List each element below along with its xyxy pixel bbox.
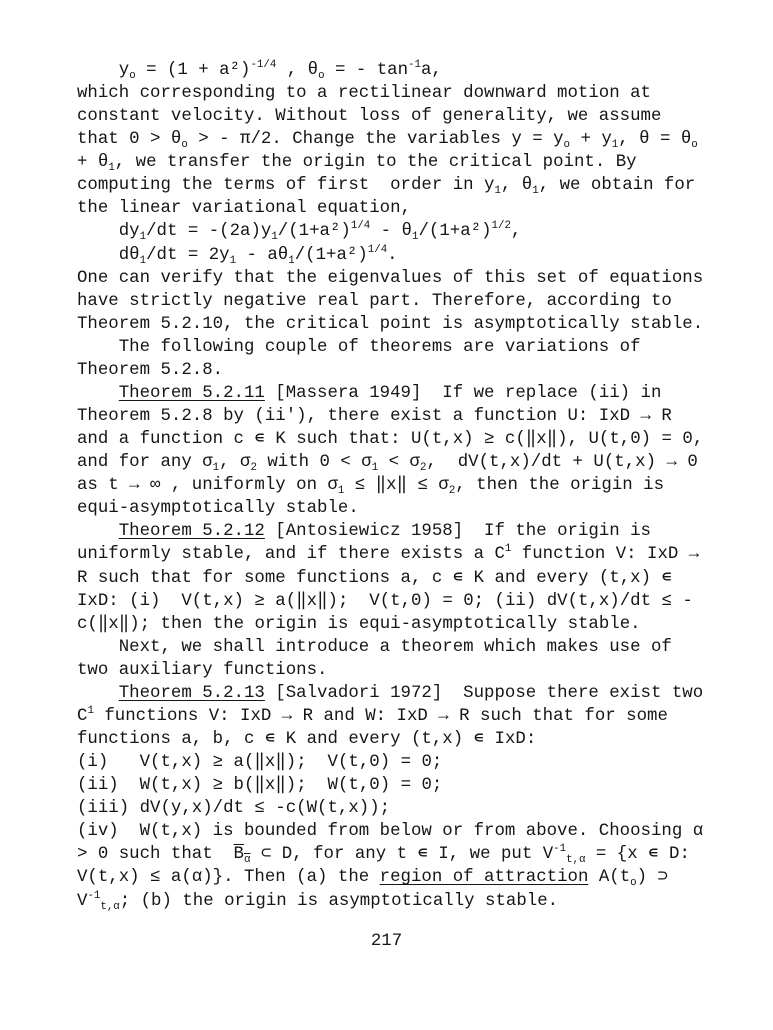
text-line: and a function c ∊ K such that: U(t,x) ≥ c(‖x‖), U(t,0) = 0, <box>77 430 704 450</box>
text-line: Theorem 5.2.8 by (ii'), there exist a function U: IxD → R <box>77 407 672 427</box>
text-line: Theorem 5.2.11 [Massera 1949] If we replace (ii) in <box>118 383 662 403</box>
text-line: Theorem 5.2.12 [Antosiewicz 1958] If the origin is <box>118 522 651 542</box>
text-line: computing the terms of first order in $y_1$, $\theta_1$, we obtain for <box>77 176 696 198</box>
text-line: + $\theta_1$, we transfer the origin to the critical point. By <box>77 153 637 175</box>
text-line: $y_o = (1 + a^2)^{-1/4}$ , $\theta_o$ = - $\tan^{-1}a$, <box>77 59 442 82</box>
text-line: equi-asymptotically stable. <box>77 499 359 519</box>
text-line: which corresponding to a rectilinear downward motion at <box>77 84 651 104</box>
text-line: two auxiliary functions. <box>77 660 328 680</box>
text-line: Next, we shall introduce a theorem which makes use of <box>77 637 672 657</box>
text-line: V(t,x) ≤ a(α)}. Then (a) the region of attraction $A(t_o)$ ⊃ <box>77 868 668 890</box>
text-line: as t → ∞ , uniformly on $\sigma_1$ ≤ ‖x‖ ≤ $\sigma_2$, then the origin is <box>77 476 665 498</box>
text-line: Theorem 5.2.8. <box>77 360 224 380</box>
text-line: uniformly stable, and if there exists a $C^1$ function V: IxD → <box>77 543 700 565</box>
text-line: (ii) W(t,x) ≥ b(‖x‖); W(t,0) = 0; <box>77 776 443 796</box>
text-line: One can verify that the eigenvalues of this set of equations <box>77 268 704 288</box>
text-line: functions a, b, c ∊ K and every (t,x) ∊ IxD: <box>77 730 537 750</box>
text-line: (iii) dV(y,x)/dt ≤ -c(W(t,x)); <box>77 799 391 819</box>
text-line: have strictly negative real part. Therefore, according to <box>77 291 672 311</box>
page-number: 217 <box>370 932 403 951</box>
text-line: (iv) W(t,x) is bounded from below or from above. Choosing α <box>77 822 704 842</box>
text-line: $C^1$ functions V: IxD → R and W: IxD → R such that for some <box>77 704 668 726</box>
text-line: c(‖x‖); then the origin is equi-asymptotically stable. <box>77 614 641 634</box>
text-line: constant velocity. Without loss of generality, we assume <box>77 107 662 127</box>
text-line: Theorem 5.2.13 [Salvadori 1972] Suppose there exist two <box>118 683 704 703</box>
text-line: IxD: (i) V(t,x) ≥ a(‖x‖); V(t,0) = 0; (ii) dV(t,x)/dt ≤ - <box>77 591 693 611</box>
text-line: $dy_1/dt = -(2a)y_1/(1+a^2)^{1/4} - \theta_1/(1+a^2)^{1/2}$, <box>77 220 522 244</box>
text-line: (i) V(t,x) ≥ a(‖x‖); V(t,0) = 0; <box>77 753 443 773</box>
text-line: the linear variational equation, <box>77 199 411 219</box>
text-line: > 0 such that $B_\alpha$ ⊂ D, for any t ∊ I, we put $V^{-1}_{t,\alpha} = \{x$ ∊ D: <box>77 843 690 867</box>
text-line: R such that for some functions a, c ∊ K and every (t,x) ∊ <box>77 568 672 588</box>
text-line: that $0 > \theta_o$ > - π/2. Change the variables $y = y_o + y_1$, $\theta = \theta_o$ <box>77 130 698 151</box>
text-line: $d\theta_1/dt = 2y_1 - a\theta_1/(1+a^2)^{1/4}$. <box>77 243 398 267</box>
text-line: and for any $\sigma_1$, $\sigma_2$ with $0 < \sigma_1 < \sigma_2$, dV(t,x)/dt + U(t,x) → 0 <box>77 453 698 474</box>
text-line: Theorem 5.2.10, the critical point is asymptotically stable. <box>77 314 704 334</box>
text-line: The following couple of theorems are variations of <box>77 337 641 357</box>
text-line: $V^{-1}_{t,\alpha}$; (b) the origin is asymptotically stable. <box>77 889 559 913</box>
